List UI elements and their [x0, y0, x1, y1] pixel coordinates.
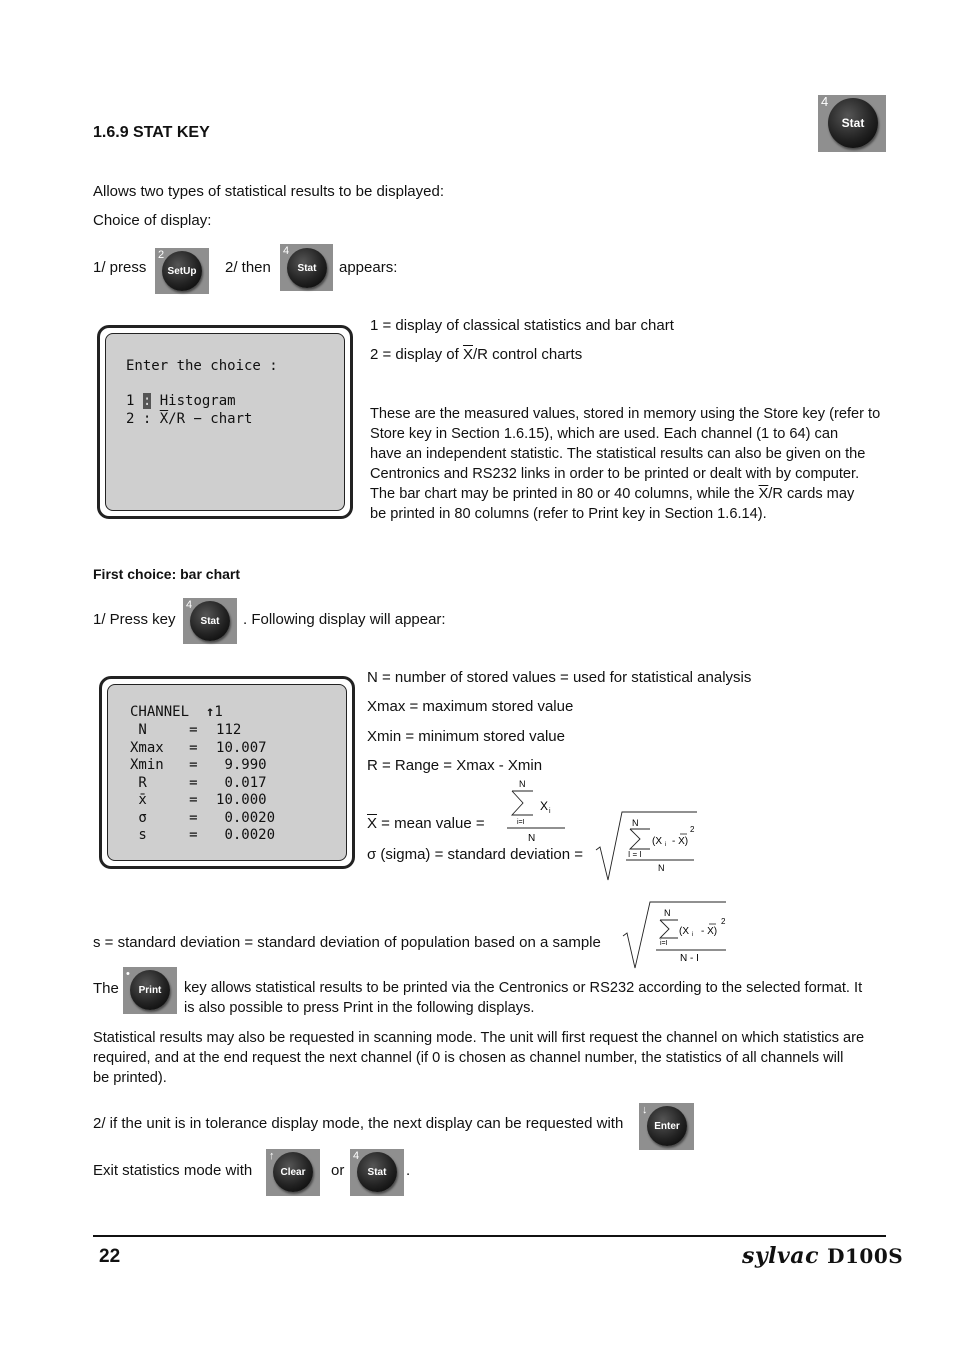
stat-equals: =	[189, 809, 198, 826]
stat-label: s	[130, 827, 173, 843]
lcd-stat-row	[130, 757, 267, 775]
choice-2-post: /R control charts	[473, 346, 583, 363]
print-paragraph	[184, 978, 885, 1018]
up-arrow-icon: ↑	[205, 704, 215, 720]
lcd-prompt: Enter the choice :	[126, 358, 278, 374]
step-appears: appears:	[339, 259, 398, 276]
print-key-label: Print	[130, 970, 170, 1010]
intro-line-1: Allows two types of statistical results to be displayed:	[93, 183, 444, 200]
desc-line: Centronics and RS232 links in order to be printed or dealt with by computer.	[370, 466, 860, 482]
scan-line: be printed).	[93, 1070, 167, 1086]
option-label: /R − chart	[168, 411, 253, 427]
desc-text: /R cards may	[768, 486, 855, 502]
def-range: R = Range = Xmax - Xmin	[367, 757, 543, 774]
formula-N-upper: N	[632, 818, 639, 828]
x-bar: $\overline{X}$	[367, 815, 378, 832]
enter-key[interactable]	[639, 1103, 694, 1150]
stat-value: 9.990	[207, 757, 267, 773]
down-arrow-icon: ↓	[642, 1104, 648, 1116]
exit-or: or	[331, 1162, 345, 1179]
scanning-paragraph	[93, 1028, 885, 1088]
stat-value: 10.007	[207, 739, 267, 756]
key-number: 2	[158, 249, 165, 261]
formula-N-upper: N	[664, 908, 671, 918]
stat-label: R	[130, 774, 173, 791]
first-choice-press: 1/ Press key	[93, 611, 176, 628]
formula-i1: i=I	[660, 940, 668, 947]
def-xmin: Xmin = minimum stored value	[367, 728, 565, 745]
stat-equals: =	[189, 722, 198, 738]
scan-line: Statistical results may also be requested in scanning mode. The unit will first request the channel on which statistics are	[93, 1030, 865, 1046]
formula-xi: X	[540, 799, 549, 813]
def-mean	[367, 815, 485, 833]
footer-rule	[93, 1235, 886, 1237]
key-number: 4	[283, 245, 290, 257]
key-number: 4	[353, 1150, 360, 1162]
step-then: 2/ then	[225, 259, 271, 276]
step-press: 1/ press	[93, 259, 147, 276]
key-number: •	[126, 968, 130, 980]
sigma-formula	[594, 810, 704, 882]
lcd-cursor: :	[142, 393, 152, 409]
formula-xi-open: (X	[652, 836, 662, 847]
desc-line: be printed in 80 columns (refer to Print key in Section 1.6.14).	[370, 506, 767, 522]
up-arrow-icon: ↑	[269, 1150, 275, 1162]
stat-equals: =	[189, 792, 198, 808]
stat-key-exit[interactable]	[350, 1149, 404, 1196]
def-sample-sd: s = standard deviation = standard deviation of population based on a sample	[93, 934, 601, 951]
brand-name: sylvac	[742, 1243, 819, 1269]
lcd-screen	[105, 333, 345, 511]
def-sigma: σ (sigma) = standard deviation =	[367, 846, 584, 863]
formula-square: 2	[721, 917, 726, 926]
formula-sub-i: i	[665, 842, 667, 848]
formula-i1: i=I	[517, 819, 525, 826]
desc-line: Store key in Section 1.6.15), which are used. Each channel (1 to 64) can	[370, 426, 839, 442]
x-bar: $\overline{X}$	[462, 346, 473, 363]
stat-key-header[interactable]	[818, 95, 886, 152]
formula-minus-xbar: - X)	[672, 836, 689, 847]
lcd-option-2	[126, 411, 252, 429]
option-number: 1	[126, 393, 143, 409]
sample-sd-formula	[620, 900, 732, 972]
formula-N-lower: N	[528, 833, 536, 844]
lcd-stat-row	[130, 722, 241, 740]
first-choice-follow: . Following display will appear:	[243, 611, 446, 628]
desc-line	[370, 484, 885, 504]
x-bar: $\overline{X}$	[159, 411, 169, 427]
stat-value: 10.000	[207, 792, 267, 808]
formula-N-lower: N	[658, 863, 665, 873]
formula-sub-i: i	[549, 808, 551, 815]
lcd-stat-row	[130, 810, 275, 828]
option-prefix: 2 :	[126, 411, 160, 427]
stat-equals: =	[189, 739, 198, 756]
formula-xi-open: (X	[679, 926, 689, 937]
description-paragraph	[370, 404, 885, 524]
stat-label: σ	[130, 809, 173, 826]
formula-sub-i: i	[692, 932, 694, 938]
lcd-channel-row	[130, 704, 223, 722]
stat-equals: =	[189, 827, 198, 843]
sigma-icon	[512, 791, 533, 815]
key-number: 4	[186, 599, 193, 611]
def-n: N = number of stored values = used for statistical analysis	[367, 669, 752, 686]
formula-minus-xbar: - X)	[701, 926, 718, 937]
formula-N-upper: N	[519, 779, 526, 789]
section-heading: 1.6.9 STAT KEY	[93, 124, 210, 141]
desc-line: have an independent statistic. The statistical results can also be given on the	[370, 446, 866, 462]
exit-period: .	[406, 1162, 411, 1179]
stat-value: 0.0020	[207, 827, 276, 843]
choice-2-pre: 2 = display of	[370, 346, 463, 363]
lcd-stat-row	[130, 775, 267, 793]
stat-key-step[interactable]	[280, 244, 333, 291]
channel-label: CHANNEL	[130, 704, 190, 720]
clear-key[interactable]	[266, 1149, 320, 1196]
stat-equals: =	[189, 774, 198, 791]
stat-value: 0.017	[207, 774, 267, 791]
x-bar: $\overline{X}$	[758, 486, 769, 502]
option-label: Histogram	[151, 393, 236, 409]
lcd-choice-display	[97, 325, 353, 519]
lcd-stat-row	[130, 740, 267, 758]
lcd-option-1	[126, 393, 236, 411]
choice-1: 1 = display of classical statistics and bar chart	[370, 317, 674, 334]
formula-square: 2	[690, 825, 695, 834]
stat-value: 0.0020	[207, 809, 276, 826]
sigma-icon	[660, 920, 678, 938]
setup-key[interactable]	[155, 248, 209, 294]
page-number: 22	[99, 1246, 121, 1267]
choice-2	[370, 346, 582, 364]
print-key[interactable]	[123, 967, 177, 1014]
desc-text: The bar chart may be printed in 80 or 40 columns, while the	[370, 486, 759, 502]
footer-brand	[742, 1242, 903, 1270]
stat-key-first-choice[interactable]	[183, 598, 237, 644]
stat-value: 112	[207, 722, 242, 738]
print-line: is also possible to press Print in the following displays.	[184, 1000, 535, 1016]
def-xmax: Xmax = maximum stored value	[367, 698, 574, 715]
stat-key-label: Stat	[190, 601, 230, 641]
exit-text: Exit statistics mode with	[93, 1162, 253, 1179]
print-the: The	[93, 980, 119, 997]
setup-key-label: SetUp	[162, 251, 202, 291]
print-line: key allows statistical results to be printed via the Centronics or RS232 according to the selected format. It	[184, 980, 863, 996]
key-number: 4	[821, 94, 829, 109]
scan-line: required, and at the end request the next channel (if 0 is chosen as channel number, the statistics of all channels will	[93, 1050, 844, 1066]
stat-key-label: Stat	[828, 98, 878, 148]
channel-value: 1	[214, 704, 223, 720]
sigma-icon	[630, 829, 650, 849]
model-name: D100S	[827, 1244, 904, 1268]
enter-key-label: Enter	[647, 1106, 687, 1146]
formula-i1: I = I	[628, 850, 642, 859]
lcd-screen	[107, 684, 347, 861]
stat-label: Xmin	[130, 757, 173, 773]
clear-key-label: Clear	[273, 1152, 313, 1192]
mean-formula	[505, 778, 575, 846]
stat-key-label: Stat	[287, 248, 327, 288]
lcd-stat-row	[130, 827, 275, 845]
tolerance-text: 2/ if the unit is in tolerance display mode, the next display can be requested with	[93, 1115, 624, 1132]
first-choice-title: First choice: bar chart	[93, 566, 241, 582]
def-mean-text: = mean value =	[377, 815, 485, 832]
stat-label: x̄	[130, 792, 173, 808]
lcd-stat-row	[130, 792, 267, 810]
stat-label: N	[130, 722, 173, 738]
lcd-statistics-display	[99, 676, 355, 869]
formula-N-minus-1: N - I	[680, 953, 699, 964]
stat-equals: =	[189, 757, 198, 773]
stat-key-label: Stat	[357, 1152, 397, 1192]
intro-line-2: Choice of display:	[93, 212, 212, 229]
stat-label: Xmax	[130, 739, 173, 756]
desc-line: These are the measured values, stored in memory using the Store key (refer to	[370, 406, 881, 422]
